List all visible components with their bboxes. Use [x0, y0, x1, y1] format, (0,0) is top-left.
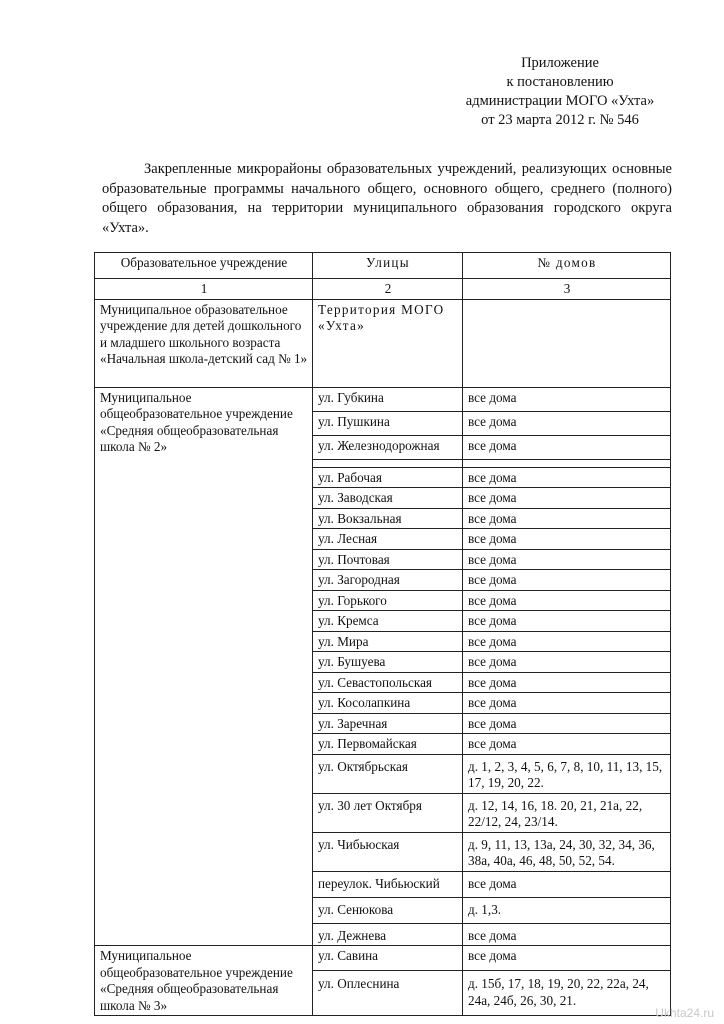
- street-cell: ул. Бушуева: [313, 652, 463, 673]
- street-cell: ул. Оплеснина: [313, 971, 463, 1016]
- header-line-date: от 23 марта 2012 г. № 546: [481, 112, 639, 128]
- column-number: 3: [463, 279, 671, 300]
- houses-cell: д. 15б, 17, 18, 19, 20, 22, 22а, 24, 24а, 24б, 26, 30, 21.: [463, 971, 671, 1016]
- column-header-institution: Образовательное учреждение: [95, 253, 313, 279]
- street-cell: ул. Лесная: [313, 529, 463, 550]
- street-cell: ул. Загородная: [313, 570, 463, 591]
- houses-cell: все дома: [463, 488, 671, 509]
- street-cell: ул. Кремса: [313, 611, 463, 632]
- street-cell: ул. Почтовая: [313, 549, 463, 570]
- houses-cell: д. 9, 11, 13, 13а, 24, 30, 32, 34, 36, 38а, 40а, 46, 48, 50, 52, 54.: [463, 832, 671, 871]
- institution-name: Муниципальное общеобразовательное учреждение «Средняя общеобразовательная школа № 2»: [95, 387, 313, 946]
- houses-cell: все дома: [463, 734, 671, 755]
- street-cell: ул. Савина: [313, 946, 463, 971]
- street-cell: ул. 30 лет Октября: [313, 793, 463, 832]
- table-row: [95, 299, 671, 387]
- street-cell: ул. Рабочая: [313, 467, 463, 488]
- street-cell: ул. Железнодорожная: [313, 435, 463, 459]
- street-cell: ул. Горького: [313, 590, 463, 611]
- houses-cell: д. 1, 2, 3, 4, 5, 6, 7, 8, 10, 11, 13, 15, 17, 19, 20, 22.: [463, 754, 671, 793]
- houses-cell: все дома: [463, 529, 671, 550]
- column-number: 2: [313, 279, 463, 300]
- intro-paragraph: Закрепленные микрорайоны образовательных учреждений, реализующих основные образовательные программы начального общего, основного общего, среднего (полного) общего образования, на территории муниципального образования городского округа «Ухта».: [102, 161, 672, 236]
- table-row: [95, 387, 671, 411]
- street-cell: ул. Сенюкова: [313, 897, 463, 923]
- houses-cell: все дома: [463, 387, 671, 411]
- header-line-appendix: Приложение: [521, 55, 599, 71]
- houses-cell: все дома: [463, 871, 671, 897]
- institution-name: Муниципальное образовательное учреждение для детей дошкольного и младшего школьного возраста «Начальная школа-детский сад № 1»: [95, 299, 313, 387]
- table-numbering-row: [95, 279, 671, 300]
- houses-cell: все дома: [463, 570, 671, 591]
- column-header-streets: Улицы: [313, 253, 463, 279]
- watermark: Ukhta24.ru: [655, 1006, 714, 1020]
- houses-cell: все дома: [463, 508, 671, 529]
- street-cell: ул. Дежнева: [313, 923, 463, 946]
- street-cell: ул. Вокзальная: [313, 508, 463, 529]
- houses-cell: все дома: [463, 590, 671, 611]
- document-header: [440, 54, 680, 130]
- houses-cell: д. 12, 14, 16, 18. 20, 21, 21а, 22, 22/12, 24, 23/14.: [463, 793, 671, 832]
- street-cell: ул. Губкина: [313, 387, 463, 411]
- header-line-administration: администрации МОГО «Ухта»: [465, 93, 655, 109]
- houses-cell: все дома: [463, 549, 671, 570]
- table-header-row: [95, 253, 671, 279]
- houses-cell: все дома: [463, 652, 671, 673]
- street-cell: ул. Севастопольская: [313, 672, 463, 693]
- houses-cell: все дома: [463, 923, 671, 946]
- houses-cell: все дома: [463, 713, 671, 734]
- header-line-resolution: к постановлению: [506, 74, 614, 90]
- houses-cell: [463, 299, 671, 387]
- houses-cell: д. 1,3.: [463, 897, 671, 923]
- street-cell: ул. Заречная: [313, 713, 463, 734]
- districts-table: [94, 252, 671, 1016]
- institution-name: Муниципальное общеобразовательное учреждение «Средняя общеобразовательная школа № 3»: [95, 946, 313, 1016]
- street-cell: ул. Чибьюская: [313, 832, 463, 871]
- table-row: [95, 946, 671, 971]
- street-cell: ул. Заводская: [313, 488, 463, 509]
- street-cell: ул. Октябрьская: [313, 754, 463, 793]
- houses-cell: все дома: [463, 631, 671, 652]
- column-header-houses: № домов: [463, 253, 671, 279]
- houses-cell: все дома: [463, 435, 671, 459]
- houses-cell: все дома: [463, 946, 671, 971]
- street-cell: ул. Первомайская: [313, 734, 463, 755]
- street-cell: ул. Косолапкина: [313, 693, 463, 714]
- street-cell: Территория МОГО «Ухта»: [313, 299, 463, 387]
- houses-cell: все дома: [463, 467, 671, 488]
- houses-cell: все дома: [463, 611, 671, 632]
- street-cell: переулок. Чибьюский: [313, 871, 463, 897]
- street-cell: ул. Мира: [313, 631, 463, 652]
- street-cell: ул. Пушкина: [313, 411, 463, 435]
- houses-cell: все дома: [463, 672, 671, 693]
- houses-cell: все дома: [463, 693, 671, 714]
- houses-cell: все дома: [463, 411, 671, 435]
- column-number: 1: [95, 279, 313, 300]
